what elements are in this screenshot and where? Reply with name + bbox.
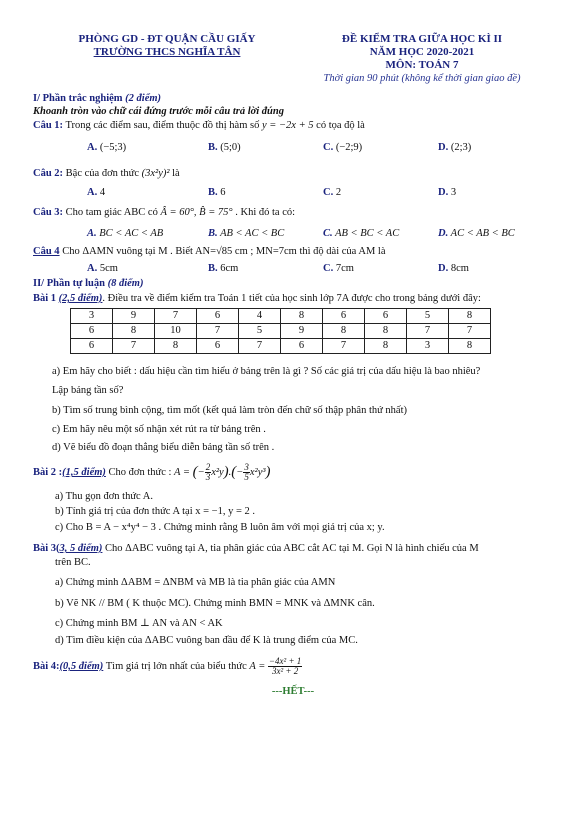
- q4-c-text: 7cm: [335, 263, 354, 274]
- table-cell: 8: [449, 309, 491, 324]
- q1-a-text: (−5;3): [99, 142, 127, 153]
- q1-option-b[interactable]: B. (5;0): [208, 142, 241, 153]
- table-cell: 6: [323, 309, 365, 324]
- q1-c-text: (−2;9): [335, 142, 363, 153]
- b1-part-d: d) Vẽ biểu đồ đoạn thẳng biểu diễn bảng tần số trên .: [52, 442, 275, 453]
- table-cell: 9: [113, 309, 155, 324]
- b2-formula: A = (− $\frac{2}{3}$ x²y).(− $\frac{3}{5}$ x²y³): [174, 462, 271, 482]
- table-cell: 10: [155, 324, 197, 339]
- table-cell: 3: [407, 339, 449, 354]
- b4-formula: A = $\frac{\text{−4x² + 1}}{\text{3x² + 2}}$: [249, 656, 302, 676]
- q3-label: Câu 3:: [33, 207, 64, 218]
- b2-part-b: b) Tính giá trị của đơn thức A tại x = −1, y = 2 .: [55, 506, 255, 517]
- problem-4: [33, 657, 302, 676]
- q4-option-c[interactable]: C. 7cm: [323, 263, 354, 274]
- header-right: [316, 33, 528, 85]
- table-cell: 8: [113, 324, 155, 339]
- table-cell: 7: [197, 324, 239, 339]
- q3-c-text: AB < BC < AC: [335, 228, 400, 239]
- part2-heading: [33, 277, 143, 290]
- problem-2: [33, 463, 271, 482]
- b1-part-a-cont: Lập bảng tần số?: [52, 385, 124, 396]
- school-name: TRƯỜNG THCS NGHĨA TÂN: [93, 46, 241, 58]
- school-year: NĂM HỌC 2020-2021: [369, 46, 475, 58]
- q2-option-b[interactable]: B. 6: [208, 187, 226, 198]
- question-4: [33, 245, 385, 258]
- table-cell: 3: [71, 309, 113, 324]
- table-cell: 6: [71, 339, 113, 354]
- table-cell: 7: [113, 339, 155, 354]
- q3-text: Cho tam giác ABC có: [65, 207, 158, 218]
- table-cell: 7: [155, 309, 197, 324]
- q2-option-d[interactable]: D. 3: [438, 187, 457, 198]
- b3-part-b: b) Vẽ NK // BM ( K thuộc MC). Chứng minh BMN = MNK và ΔMNK cân.: [55, 598, 375, 609]
- q4-option-b[interactable]: B. 6cm: [208, 263, 239, 274]
- b3-text-cont: trên BC.: [55, 557, 91, 568]
- b1-part-a: a) Em hãy cho biết : dấu hiệu cần tìm hiểu ở bảng trên là gì ? Số các giá trị của dấu hiệu là bao nhiêu?: [52, 366, 481, 377]
- b4-label: Bài 4:: [33, 660, 60, 672]
- q2-option-c[interactable]: C. 2: [323, 187, 342, 198]
- b1-points: (2,5 điểm): [58, 293, 103, 304]
- table-cell: 5: [239, 324, 281, 339]
- part1-heading: [33, 92, 161, 105]
- q3-option-a[interactable]: A. BC < AC < AB: [87, 228, 164, 239]
- problem-3: [33, 542, 479, 555]
- q1-text: Trong các điểm sau, điểm thuộc đồ thị hàm số: [65, 120, 260, 131]
- q1-d-text: (2;3): [450, 142, 472, 153]
- q2-a-text: 4: [99, 187, 106, 198]
- table-cell: 6: [71, 324, 113, 339]
- b1-text: . Điều tra về điểm kiểm tra Toán 1 tiết của học sinh lớp 7A được cho trong bảng dưới đây:: [102, 293, 481, 304]
- q4-d-text: 8cm: [450, 263, 469, 274]
- b2-part-a: a) Thu gọn đơn thức A.: [55, 491, 153, 502]
- table-cell: 8: [449, 339, 491, 354]
- q2-text: Bậc của đơn thức: [65, 168, 140, 179]
- problem-1: [33, 292, 481, 305]
- table-cell: 6: [365, 309, 407, 324]
- table-cell: 7: [239, 339, 281, 354]
- q2-formula: (3x²y)²: [141, 168, 170, 179]
- part1-points: (2 điểm): [125, 93, 162, 104]
- q2-option-a[interactable]: A. 4: [87, 187, 106, 198]
- b1-label: Bài 1: [33, 293, 57, 304]
- table-row: [71, 339, 491, 354]
- q3-option-d[interactable]: D. AC < AB < BC: [438, 228, 515, 239]
- header-left: [62, 33, 272, 59]
- b2-part-c: c) Cho B = A − x⁴y⁴ − 3 . Chứng minh rằng B luôn âm với mọi giá trị của x; y.: [55, 522, 385, 533]
- q1-b-text: (5;0): [220, 142, 241, 153]
- b3-label: Bài 3(: [33, 543, 60, 554]
- q4-label: Câu 4: [33, 246, 60, 257]
- part1-title: I/ Phần trắc nghiệm: [33, 93, 123, 104]
- question-2: [33, 167, 180, 180]
- q2-tail: là: [172, 168, 180, 179]
- q2-label: Câu 2:: [33, 168, 64, 179]
- table-cell: 8: [155, 339, 197, 354]
- q2-d-text: 3: [450, 187, 457, 198]
- q3-b-text: AB < AC < BC: [220, 228, 285, 239]
- q1-option-c[interactable]: C. (−2;9): [323, 142, 363, 153]
- b1-part-c: c) Em hãy nêu một số nhận xét rút ra từ bảng trên .: [52, 424, 266, 435]
- table-cell: 8: [323, 324, 365, 339]
- q3-option-b[interactable]: B. AB < AC < BC: [208, 228, 285, 239]
- b4-text: Tìm giá trị lớn nhất của biểu thức: [105, 660, 247, 672]
- q4-b-text: 6cm: [220, 263, 239, 274]
- table-cell: 8: [365, 339, 407, 354]
- q2-b-text: 6: [220, 187, 226, 198]
- q3-formula: Â = 60°, B̂ = 75°: [160, 207, 233, 218]
- exam-time: Thời gian 90 phút (không kể thời gian giao đề): [323, 73, 521, 84]
- table-cell: 9: [281, 324, 323, 339]
- b3-part-d: d) Tìm điều kiện của ΔABC vuông ban đầu để K là trung điểm của MC.: [55, 635, 358, 646]
- table-cell: 7: [323, 339, 365, 354]
- subject: MÔN: TOÁN 7: [385, 59, 459, 71]
- table-cell: 8: [281, 309, 323, 324]
- q3-a-text: BC < AC < AB: [99, 228, 164, 239]
- b1-part-b: b) Tìm số trung bình cộng, tìm mốt (kết quả làm tròn đến chữ số thập phân thứ nhất): [52, 405, 408, 416]
- q4-option-d[interactable]: D. 8cm: [438, 263, 469, 274]
- q4-option-a[interactable]: A. 5cm: [87, 263, 118, 274]
- b2-label: Bài 2 :: [33, 466, 63, 478]
- table-cell: 7: [449, 324, 491, 339]
- table-cell: 6: [197, 339, 239, 354]
- b4-denominator: 3x² + 2: [271, 666, 299, 676]
- q2-c-text: 2: [335, 187, 342, 198]
- part1-instruction: Khoanh tròn vào chữ cái đứng trước mỗi câu trả lời đúng: [33, 106, 284, 117]
- b3-part-a: a) Chứng minh ΔABM = ΔNBM và MB là tia phân giác của AMN: [55, 577, 336, 588]
- q1-option-a[interactable]: A. (−5;3): [87, 142, 127, 153]
- table-cell: 5: [407, 309, 449, 324]
- table-cell: 6: [197, 309, 239, 324]
- q1-label: Câu 1:: [33, 120, 64, 131]
- q4-text: Cho ΔAMN vuông tại M . Biết AN=√85 cm ; MN=7cm thì độ dài của AM là: [62, 246, 386, 257]
- part2-title: II/ Phần tự luận: [33, 278, 105, 289]
- department-name: PHÒNG GD - ĐT QUẬN CẦU GIẤY: [78, 33, 256, 45]
- b4-points: (0,5 điểm): [59, 660, 104, 672]
- q1-option-d[interactable]: D. (2;3): [438, 142, 472, 153]
- score-table: [70, 308, 491, 354]
- exam-title: ĐỀ KIỂM TRA GIỮA HỌC KÌ II: [341, 33, 503, 45]
- table-cell: 8: [365, 324, 407, 339]
- b2-text: Cho đơn thức :: [108, 466, 172, 478]
- table-cell: 7: [407, 324, 449, 339]
- part2-points: (8 điểm): [107, 278, 144, 289]
- end-marker: ---HẾT---: [271, 686, 315, 697]
- table-row: [71, 309, 491, 324]
- q1-tail: có tọa độ là: [316, 120, 365, 131]
- table-cell: 6: [281, 339, 323, 354]
- b3-points: 3, 5 điểm): [59, 543, 103, 554]
- q1-formula: y = −2x + 5: [261, 120, 314, 131]
- b2-points: (1,5 điểm): [62, 466, 106, 478]
- b3-part-c: c) Chứng minh BM ⊥ AN và AN < AK: [55, 618, 223, 629]
- q4-a-text: 5cm: [99, 263, 118, 274]
- table-row: [71, 324, 491, 339]
- question-1: [33, 119, 365, 132]
- b3-text: Cho ΔABC vuông tại A, tia phân giác của ABC cắt AC tại M. Gọi N là hình chiếu của M: [105, 543, 479, 554]
- q3-option-c[interactable]: C. AB < BC < AC: [323, 228, 400, 239]
- question-3: [33, 206, 295, 219]
- table-cell: 4: [239, 309, 281, 324]
- q3-d-text: AC < AB < BC: [450, 228, 515, 239]
- b4-numerator: −4x² + 1: [268, 656, 302, 666]
- q3-tail: . Khi đó ta có:: [235, 207, 296, 218]
